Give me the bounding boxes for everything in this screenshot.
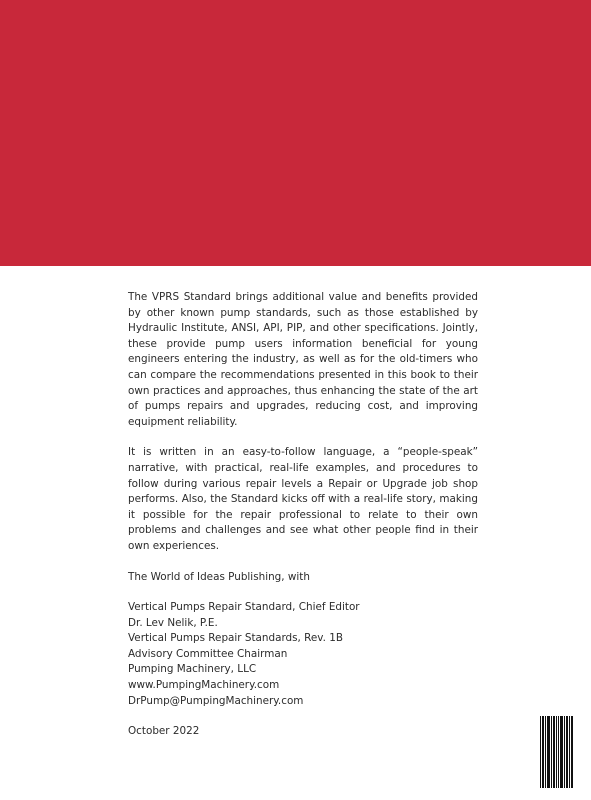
contact-email: DrPump@PumpingMachinery.com	[128, 694, 304, 707]
author-contact-block	[128, 600, 478, 709]
company-name: Pumping Machinery, LLC	[128, 663, 257, 676]
description-paragraph-1: The VPRS Standard brings additional value and benefits provided by other known pump standards, such as those established by Hydraulic Institute, ANSI, API, PIP, and other specifications. Jointly, these provide pump users information beneficial for young engineers entering the industry, as well as for the old-timers who can compare the recommendations presented in this book to their own practices and approaches, thus enhancing the state of the art of pumps repairs and upgrades, reducing cost, and improving equipment reliability.	[128, 291, 478, 428]
standard-revision: Vertical Pumps Repair Standards, Rev. 1B	[128, 632, 343, 645]
back-cover-text	[128, 290, 478, 740]
author-role: Vertical Pumps Repair Standard, Chief Editor	[128, 601, 360, 614]
description-paragraph-2: It is written in an easy-to-follow language, a “people-speak” narrative, with practical, real-life examples, and procedures to follow during various repair levels a Repair or Upgrade job shop performs. Also, the Standard kicks off with a real-life story, making it possible for the repair professional to relate to their own problems and challenges and see what other people find in their own experiences.	[128, 446, 478, 552]
author-name: Dr. Lev Nelik, P.E.	[128, 616, 218, 629]
publisher-credit: The World of Ideas Publishing, with	[128, 570, 310, 583]
barcode-icon	[538, 713, 576, 791]
committee-role: Advisory Committee Chairman	[128, 647, 288, 660]
company-website: www.PumpingMachinery.com	[128, 679, 280, 692]
publication-date: October 2022	[128, 725, 200, 738]
cover-color-band	[0, 0, 591, 266]
